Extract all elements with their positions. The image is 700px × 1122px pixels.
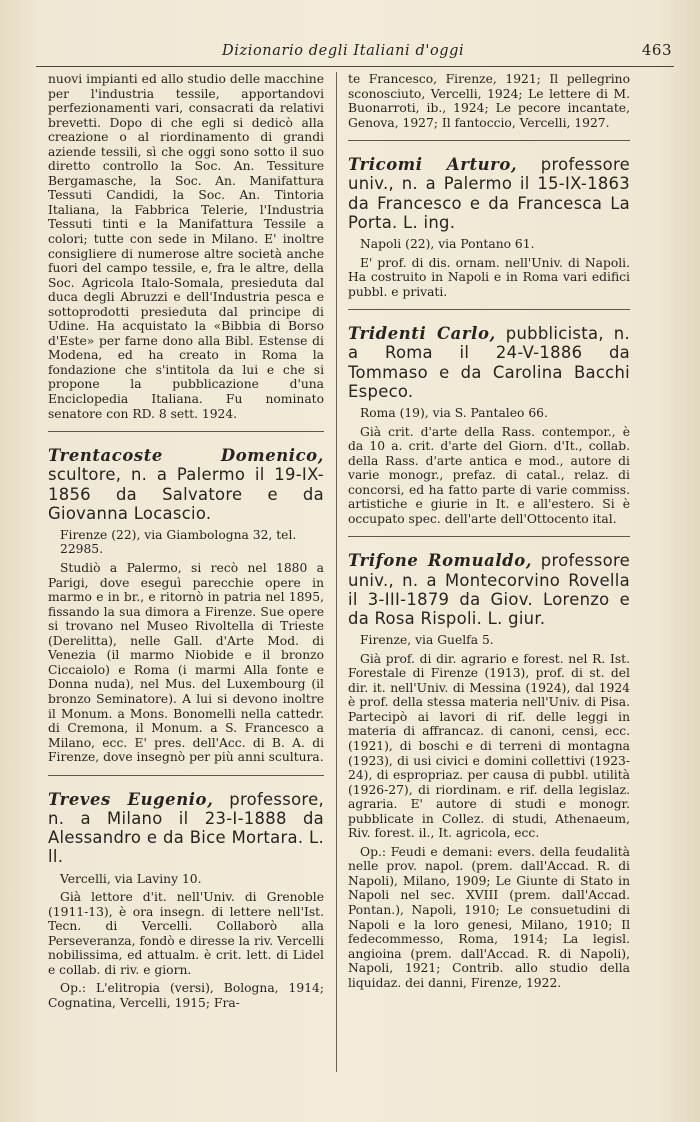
entry-heading: [348, 551, 630, 628]
entry-body: E' prof. di dis. ornam. nell'Univ. di Napoli. Ha costruito in Napoli e in Roma vari edifici pubbl. e privati.: [348, 255, 630, 299]
entry-body: Studiò a Palermo, si recò nel 1880 a Parigi, dove eseguì parecchie opere in marmo e in br., e ritornò in patria nel 1895, fissando la sua dimora a Firenze. Sue opere si trovano nel Museo Rivoltella di Trieste (Derelitta), nelle Gall. d'Arte Mod. di Venezia (il marmo Niobide e il bronzo Ciccaiolo) e Roma (i marmi Alla fonte e Donna nuda), nel Mus. del Luxembourg (il bronzo Seminatore). A lui si devono inoltre il Monum. a Mons. Bonomelli nella cattedr. di Cremona, il Monum. a S. Francesco a Milano, ecc. E' pres. dell'Acc. di B. A. di Firenze, dove insegnò per più anni scultura.: [48, 561, 324, 765]
entry-address: Roma (19), via S. Pantaleo 66.: [360, 406, 548, 420]
entry-separator: [348, 309, 630, 310]
continuation-text: nuovi impianti ed allo studio delle macchine per l'industria tessile, apportandovi perfezionamenti vari, consacrati da relativi brevetti. Dopo di che egli si dedicò alla creazione o al riordinamento di grandi aziende tessili, sì che oggi sono sotto il suo diretto controllo la Soc. An. Tessiture Bergamasche, la Soc. An. Manifattura Tessuti Candidi, la Soc. An. Tintoria Italiana, la Fabbrica Telerie, l'Industria Tessuti tinti e la Manifattura Tessile a colori; tutte con sede in Milano. E' inoltre consigliere di numerose altre società anche fuori del campo tessile, e, fra le altre, della Soc. Agricola Italo-Somala, presieduta dal duca degli Abruzzi e dell'Industria pesca e sottoprodotti presieduta dal principe di Udine. Ha acquistato la «Bibbia di Borso d'Este» per farne dono alla Bibl. Estense di Modena, ed ha creato in Roma la fondazione che s'intitola da lui e che si propone la pubblicazione d'una Enciclopedia Italiana. Fu nominato senatore con RD. 8 sett. 1924.: [48, 72, 324, 421]
entry-name: Treves Eugenio,: [48, 789, 214, 809]
entry-body: Già prof. di dir. agrario e forest. nel R. Ist. Forestale di Firenze (1913), prof. di st. del dir. it. nell'Univ. di Messina (1924), dal 1924 è prof. della stessa materia nell'Univ. di Pisa. Partecipò ai lavori di rif. delle leggi in materia di affrancaz. di canoni, censi, ecc. (1921), di boschi e di terreni di montagna (1923), di usi civici e domini collettivi (1923-24), di espropriaz. per causa di pubbl. utilità (1926-27), di riordinam. e rif. della legislaz. agraria. E' autore di studi e monogr. pubblicate in Collez. di studi, Athenaeum, Riv. forest. il., It. agricola, ecc.: [348, 651, 630, 841]
entry-address: Vercelli, via Laviny 10.: [60, 871, 202, 886]
entry-name: Trentacoste Domenico,: [48, 446, 324, 466]
entry-head-text: professore univ., n. a Montecorvino Rovella il 3-III-1879 da Giov. Lorenzo e da Rosa Rispoli. L. giur.: [348, 551, 630, 628]
entry-works: Op.: Feudi e demani: evers. della feudalità nelle prov. napol. (prem. dall'Accad. R. di Napoli), Milano, 1909; Le Giunte di Stato in Napoli nel sec. XVIII (prem. dall'Accad. Pontan.), Napoli, 1910; Le consuetudini di Napoli e la loro genesi, Milano, 1910; Il fedecommesso, Roma, 1914; La legisl. angioina (prem. dall'Accad. R. di Napoli), Napoli, 1921; Contrib. allo studio della liquidaz. dei danni, Firenze, 1922.: [348, 844, 630, 990]
entry-name: Tridenti Carlo,: [348, 324, 496, 344]
entry-address: Firenze, via Guelfa 5.: [360, 633, 494, 648]
entry-heading: [348, 324, 630, 401]
entry-head-text: professore univ., n. a Palermo il 15-IX-1863 da Francesco e da Francesca La Porta. L. ing.: [348, 155, 630, 232]
entry-head-text: pubblicista, n. a Roma il 24-V-1886 da Tommaso e da Carolina Bacchi Especo.: [348, 324, 630, 401]
left-column: [48, 72, 324, 1010]
entry-separator: [348, 140, 630, 141]
entry-separator: [48, 431, 324, 432]
right-column: [348, 72, 630, 990]
entry-body: Già lettore d'it. nell'Univ. di Grenoble (1911-13), è ora insegn. di lettere nell'Ist. Tecn. di Vercelli. Collaborò alla Perseveranza, fondò e diresse la riv. Vercelli nobilissima, ed attualm. è crit. lett. di Lidel e collab. di riv. e giorn.: [48, 890, 324, 977]
entry-heading: [348, 155, 630, 232]
entry-head-text: professore, n. a Milano il 23-I-1888 da Alessandro e da Bice Mortara. L. ll.: [48, 789, 324, 867]
entry-name: Trifone Romualdo,: [348, 551, 533, 571]
running-header: [36, 36, 674, 67]
column-divider: [336, 72, 337, 1072]
entry-separator: [48, 775, 324, 776]
entry-separator: [348, 536, 630, 537]
entry-head-text: scultore, n. a Palermo il 19-IX-1856 da Salvatore e da Giovanna Locascio.: [48, 465, 324, 523]
page-number: 463: [641, 41, 672, 59]
entry-heading: [48, 790, 324, 867]
entry-body: Già crit. d'arte della Rass. contempor., è da 10 a. crit. d'arte del Giorn. d'It., collab. della Rass. d'arte antica e mod., autore di varie monogr., prefaz. di catal., relaz. di concorsi, ed ha fatto parte di varie commiss. artistiche e giurie in It. e all'estero. Si è occupato spec. dell'arte dell'Ottocento ital.: [348, 424, 630, 526]
entry-name: Tricomi Arturo,: [348, 155, 518, 175]
entry-works: Op.: L'elitropia (versi), Bologna, 1914; Cognatina, Vercelli, 1915; Fra-: [48, 981, 324, 1010]
entry-address: Napoli (22), via Pontano 61.: [360, 237, 535, 251]
entry-heading: [48, 446, 324, 523]
entry-address: Firenze (22), via Giambologna 32, tel. 22985.: [60, 527, 297, 557]
running-title: Dizionario degli Italiani d'oggi: [222, 43, 465, 59]
continuation-text: te Francesco, Firenze, 1921; Il pellegrino sconosciuto, Vercelli, 1924; Le lettere di M. Buonarroti, ib., 1924; Le pecore incantate, Genova, 1927; Il fantoccio, Vercelli, 1927.: [348, 72, 630, 130]
